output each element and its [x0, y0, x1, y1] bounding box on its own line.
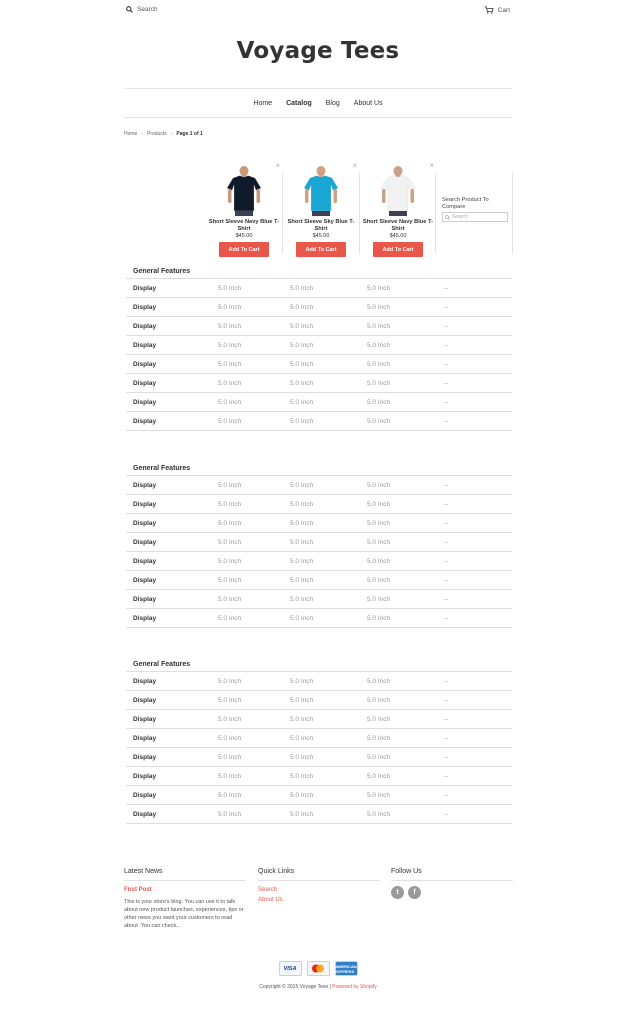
breadcrumb-current: Page 1 of 1 — [176, 131, 203, 137]
footer-follow-us — [391, 868, 513, 899]
spec-value: 5.0 Inch — [218, 791, 242, 799]
spec-section — [126, 657, 512, 824]
spec-row — [126, 590, 512, 609]
add-to-cart-button[interactable]: Add To Cart — [219, 242, 269, 257]
powered-by-link[interactable]: Powered by Shopify — [332, 984, 377, 990]
spec-row — [126, 552, 512, 571]
breadcrumb-products[interactable]: Products — [147, 131, 167, 137]
spec-value: 5.0 Inch — [367, 284, 391, 292]
spec-value: 5.0 Inch — [218, 500, 242, 508]
footer-link-search[interactable]: Search — [258, 887, 278, 893]
spec-value: 5.0 Inch — [218, 557, 242, 565]
spec-value: -- — [444, 595, 449, 603]
spec-value: 5.0 Inch — [218, 360, 242, 368]
spec-label: Display — [133, 557, 157, 565]
spec-value: 5.0 Inch — [218, 519, 242, 527]
header-search-label: Search — [137, 6, 158, 13]
spec-value: 5.0 Inch — [367, 791, 391, 799]
spec-section — [126, 264, 512, 431]
spec-value: 5.0 Inch — [367, 303, 391, 311]
spec-row — [126, 476, 512, 495]
spec-value: -- — [444, 791, 449, 799]
payment-icons — [0, 961, 636, 976]
product-price: $45.00 — [389, 233, 407, 239]
main-nav — [124, 88, 512, 118]
spec-label: Display — [133, 360, 157, 368]
header-search-link[interactable] — [126, 6, 158, 13]
spec-section — [126, 461, 512, 628]
breadcrumb — [124, 131, 203, 137]
spec-value: 5.0 Inch — [367, 398, 391, 406]
spec-value: 5.0 Inch — [290, 677, 314, 685]
spec-row — [126, 786, 512, 805]
spec-value: 5.0 Inch — [218, 417, 242, 425]
compare-products — [124, 161, 514, 257]
spec-label: Display — [133, 595, 157, 603]
breadcrumb-separator: › — [141, 131, 144, 137]
spec-value: 5.0 Inch — [367, 379, 391, 387]
spec-value: 5.0 Inch — [218, 576, 242, 584]
spec-value: 5.0 Inch — [290, 810, 314, 818]
compare-product-card — [206, 161, 282, 257]
nav-item-blog[interactable]: Blog — [325, 99, 340, 107]
spec-label: Display — [133, 398, 157, 406]
spec-row — [126, 691, 512, 710]
spec-row — [126, 571, 512, 590]
spec-value: 5.0 Inch — [290, 753, 314, 761]
spec-row — [126, 279, 512, 298]
product-name[interactable]: Short Sleeve Sky Blue T-Shirt — [287, 219, 355, 232]
spec-value: -- — [444, 696, 449, 704]
spec-label: Display — [133, 519, 157, 527]
spec-row — [126, 336, 512, 355]
spec-label: Display — [133, 303, 157, 311]
remove-product-icon[interactable]: × — [352, 161, 357, 170]
spec-value: 5.0 Inch — [290, 696, 314, 704]
spec-value: 5.0 Inch — [218, 303, 242, 311]
spec-label: Display — [133, 379, 157, 387]
spec-row — [126, 805, 512, 824]
spec-value: 5.0 Inch — [218, 481, 242, 489]
spec-value: 5.0 Inch — [290, 715, 314, 723]
product-image[interactable] — [301, 166, 341, 216]
nav-item-home[interactable]: Home — [253, 99, 273, 107]
spec-value: 5.0 Inch — [218, 614, 242, 622]
spec-value: 5.0 Inch — [290, 481, 314, 489]
facebook-icon[interactable]: f — [408, 886, 421, 899]
footer-quick-links — [258, 868, 380, 905]
spec-value: -- — [444, 538, 449, 546]
spec-value: 5.0 Inch — [367, 734, 391, 742]
spec-value: 5.0 Inch — [367, 696, 391, 704]
spec-value: 5.0 Inch — [367, 576, 391, 584]
spec-label: Display — [133, 734, 157, 742]
spec-label: Display — [133, 500, 157, 508]
spec-value: 5.0 Inch — [218, 696, 242, 704]
product-price: $45.00 — [235, 233, 253, 239]
spec-row — [126, 393, 512, 412]
spec-value: 5.0 Inch — [290, 500, 314, 508]
spec-label: Display — [133, 677, 157, 685]
product-image[interactable] — [224, 166, 264, 216]
remove-product-icon[interactable]: × — [275, 161, 280, 170]
spec-label: Display — [133, 322, 157, 330]
spec-value: 5.0 Inch — [290, 595, 314, 603]
compare-search-label: Search Product To Compare — [442, 197, 489, 210]
spec-value: -- — [444, 284, 449, 292]
spec-value: -- — [444, 715, 449, 723]
spec-value: 5.0 Inch — [290, 322, 314, 330]
add-to-cart-button[interactable]: Add To Cart — [373, 242, 423, 257]
compare-product-card — [283, 161, 359, 257]
spec-value: 5.0 Inch — [290, 614, 314, 622]
spec-value: 5.0 Inch — [218, 715, 242, 723]
compare-search-placeholder: Search — [452, 213, 468, 220]
nav-item-catalog[interactable]: Catalog — [286, 99, 312, 107]
footer-follow-heading: Follow Us — [391, 868, 513, 881]
twitter-icon[interactable]: t — [391, 886, 404, 899]
spec-value: 5.0 Inch — [218, 734, 242, 742]
spec-value: 5.0 Inch — [367, 500, 391, 508]
spec-value: -- — [444, 398, 449, 406]
spec-value: 5.0 Inch — [218, 538, 242, 546]
spec-value: 5.0 Inch — [290, 341, 314, 349]
spec-label: Display — [133, 753, 157, 761]
copyright — [0, 984, 636, 990]
nav-item-about-us[interactable]: About Us — [353, 99, 383, 107]
spec-label: Display — [133, 481, 157, 489]
spec-value: 5.0 Inch — [290, 360, 314, 368]
spec-label: Display — [133, 576, 157, 584]
spec-row — [126, 729, 512, 748]
spec-value: 5.0 Inch — [290, 417, 314, 425]
footer-latest-news — [124, 868, 246, 930]
spec-value: 5.0 Inch — [290, 791, 314, 799]
spec-value: -- — [444, 576, 449, 584]
spec-value: -- — [444, 379, 449, 387]
spec-value: -- — [444, 481, 449, 489]
spec-section-title: General Features — [126, 657, 512, 672]
spec-value: 5.0 Inch — [367, 772, 391, 780]
spec-label: Display — [133, 614, 157, 622]
spec-label: Display — [133, 715, 157, 723]
search-icon — [445, 215, 450, 220]
spec-value: 5.0 Inch — [367, 810, 391, 818]
spec-row — [126, 533, 512, 552]
spec-value: -- — [444, 810, 449, 818]
spec-row — [126, 317, 512, 336]
spec-row — [126, 748, 512, 767]
compare-search-input[interactable] — [442, 212, 508, 222]
spec-value: 5.0 Inch — [367, 341, 391, 349]
compare-search — [442, 197, 510, 222]
spec-value: 5.0 Inch — [218, 810, 242, 818]
spec-value: 5.0 Inch — [218, 595, 242, 603]
spec-label: Display — [133, 772, 157, 780]
spec-label: Display — [133, 791, 157, 799]
spec-value: -- — [444, 360, 449, 368]
spec-value: 5.0 Inch — [218, 677, 242, 685]
spec-value: 5.0 Inch — [367, 595, 391, 603]
spec-value: 5.0 Inch — [218, 398, 242, 406]
spec-value: 5.0 Inch — [367, 481, 391, 489]
spec-row — [126, 495, 512, 514]
spec-value: 5.0 Inch — [290, 519, 314, 527]
spec-value: 5.0 Inch — [367, 417, 391, 425]
spec-value: -- — [444, 341, 449, 349]
spec-row — [126, 710, 512, 729]
footer-post-title[interactable]: First Post — [124, 887, 152, 893]
spec-value: -- — [444, 519, 449, 527]
remove-product-icon[interactable]: × — [429, 161, 434, 170]
top-bar — [126, 6, 510, 20]
product-price: $45.00 — [312, 233, 330, 239]
spec-value: 5.0 Inch — [218, 379, 242, 387]
spec-label: Display — [133, 341, 157, 349]
spec-value: 5.0 Inch — [290, 538, 314, 546]
spec-value: -- — [444, 614, 449, 622]
spec-value: 5.0 Inch — [290, 734, 314, 742]
cart-icon — [484, 6, 494, 14]
add-to-cart-button[interactable]: Add To Cart — [296, 242, 346, 257]
spec-row — [126, 514, 512, 533]
spec-label: Display — [133, 696, 157, 704]
breadcrumb-separator: › — [170, 131, 173, 137]
spec-label: Display — [133, 417, 157, 425]
spec-row — [126, 767, 512, 786]
spec-value: 5.0 Inch — [290, 557, 314, 565]
mastercard-icon — [307, 961, 330, 976]
footer-link-about[interactable]: About Us — [258, 897, 283, 903]
spec-value: 5.0 Inch — [290, 576, 314, 584]
product-image[interactable] — [378, 166, 418, 216]
spec-label: Display — [133, 810, 157, 818]
spec-value: 5.0 Inch — [290, 303, 314, 311]
divider — [512, 173, 513, 253]
spec-row — [126, 355, 512, 374]
spec-value: 5.0 Inch — [218, 322, 242, 330]
spec-value: 5.0 Inch — [367, 614, 391, 622]
spec-value: -- — [444, 753, 449, 761]
spec-value: -- — [444, 772, 449, 780]
spec-value: -- — [444, 417, 449, 425]
header-cart-label: Cart — [497, 6, 510, 14]
spec-value: -- — [444, 677, 449, 685]
copyright-text: Copyright © 2015 Voyage Tees | — [259, 984, 331, 990]
spec-value: -- — [444, 557, 449, 565]
spec-value: 5.0 Inch — [367, 322, 391, 330]
footer-links-heading: Quick Links — [258, 868, 380, 881]
compare-product-card — [360, 161, 436, 257]
spec-value: 5.0 Inch — [218, 341, 242, 349]
spec-section-title: General Features — [126, 461, 512, 476]
spec-row — [126, 374, 512, 393]
spec-value: 5.0 Inch — [367, 715, 391, 723]
search-icon — [126, 6, 133, 13]
footer-news-heading: Latest News — [124, 868, 246, 881]
spec-value: -- — [444, 303, 449, 311]
spec-label: Display — [133, 284, 157, 292]
product-name[interactable]: Short Sleeve Navy Blue T-Shirt — [208, 219, 280, 232]
spec-value: 5.0 Inch — [367, 360, 391, 368]
spec-value: 5.0 Inch — [367, 519, 391, 527]
spec-value: 5.0 Inch — [218, 753, 242, 761]
spec-value: -- — [444, 734, 449, 742]
spec-value: 5.0 Inch — [290, 379, 314, 387]
spec-value: -- — [444, 322, 449, 330]
spec-row — [126, 672, 512, 691]
spec-row — [126, 298, 512, 317]
spec-value: 5.0 Inch — [367, 538, 391, 546]
product-name[interactable]: Short Sleeve Navy Blue T-Shirt — [362, 219, 434, 232]
spec-value: -- — [444, 500, 449, 508]
spec-value: 5.0 Inch — [367, 557, 391, 565]
breadcrumb-home[interactable]: Home — [124, 131, 138, 137]
spec-value: 5.0 Inch — [367, 677, 391, 685]
spec-value: 5.0 Inch — [290, 398, 314, 406]
spec-value: 5.0 Inch — [290, 772, 314, 780]
spec-row — [126, 412, 512, 431]
spec-value: 5.0 Inch — [218, 284, 242, 292]
header-cart-link[interactable] — [484, 6, 510, 14]
footer-post-excerpt: This is your store's blog. You can use it to talk about new product launches, experiences, tips or other news you want your customers to read about. You can check... — [124, 899, 244, 929]
spec-label: Display — [133, 538, 157, 546]
store-logo[interactable]: Voyage Tees — [236, 38, 400, 64]
spec-value: 5.0 Inch — [290, 284, 314, 292]
spec-value: 5.0 Inch — [367, 753, 391, 761]
visa-icon: VISA — [279, 961, 302, 976]
amex-icon: AMERICAN EXPRESS — [335, 961, 358, 976]
spec-row — [126, 609, 512, 628]
spec-value: 5.0 Inch — [218, 772, 242, 780]
spec-section-title: General Features — [126, 264, 512, 279]
